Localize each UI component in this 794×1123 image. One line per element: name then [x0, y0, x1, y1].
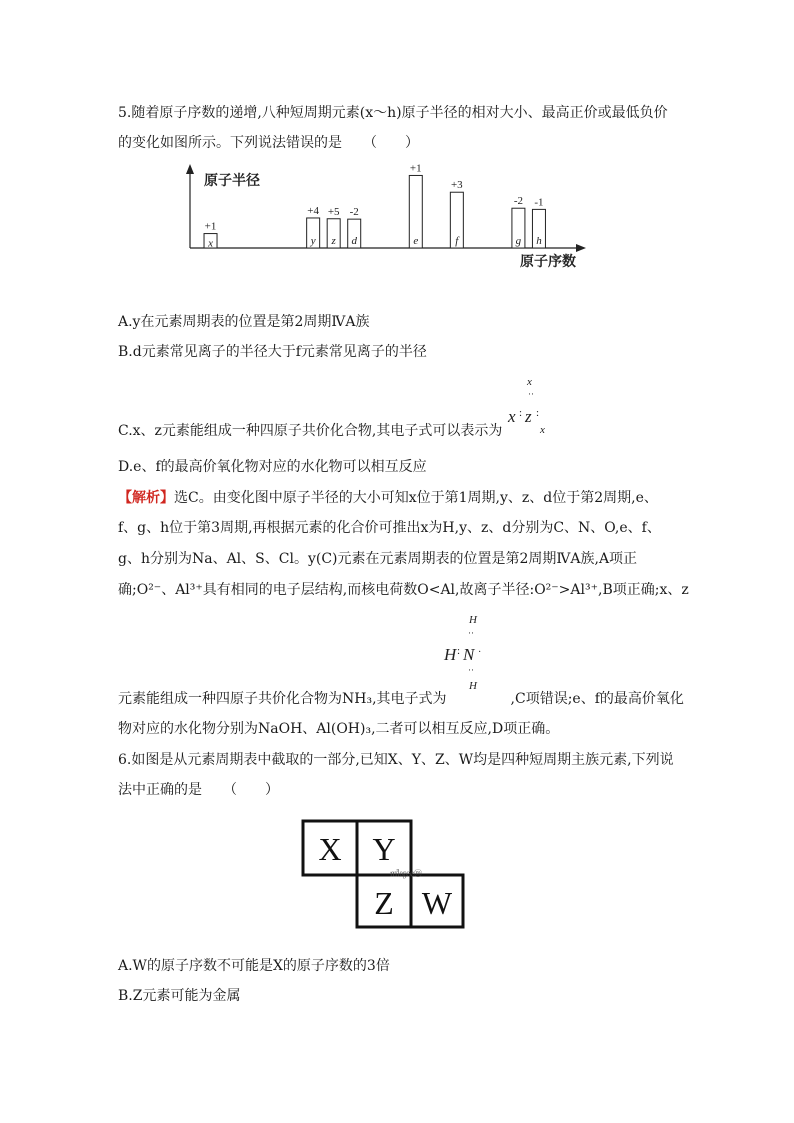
- q5-option-c: C.x、z元素能组成一种四原子共价化合物,其电子式可以表示为: [118, 423, 503, 439]
- bar-label-d: d: [351, 235, 357, 247]
- analysis-line1: [118, 489, 658, 507]
- valence-label-f: +3: [450, 179, 463, 192]
- formula-xz-top: x: [527, 376, 532, 388]
- cell-x-label: X: [318, 831, 342, 867]
- formula-xz-colon2: :: [536, 407, 540, 419]
- q5-stem-line1: 5.随着原子序数的递增,八种短周期元素(x～h)原子半径的相对大小、最高正价或最低负价: [118, 105, 668, 121]
- q6-option-a: A.W的原子序数不可能是X的原子序数的3倍: [118, 958, 390, 974]
- valence-label-d: -2: [349, 206, 359, 219]
- watermark: ㎡㏒㏄ⓜ: [390, 869, 422, 878]
- q6-option-b: B.Z元素可能为金属: [118, 988, 241, 1004]
- formula-nh3-dot-right: ·: [478, 647, 482, 658]
- formula-xz-left: x: [508, 407, 516, 426]
- analysis-line3: g、h分别为Na、Al、S、Cl。y(C)元素在元素周期表的位置是第2周期ⅣA族,A项正: [118, 551, 638, 567]
- bar-label-z: z: [331, 235, 336, 247]
- q5-option-d: D.e、f的最高价氧化物对应的水化物可以相互反应: [118, 459, 427, 475]
- analysis-text5a: 元素能组成一种四原子共价化合物为NH₃,其电子式为: [118, 691, 447, 707]
- formula-nh3-colon: :: [457, 645, 461, 657]
- formula-xz-center: z: [525, 407, 532, 426]
- bar-label-g: g: [515, 235, 522, 247]
- y-axis-label: 原子半径: [204, 173, 260, 189]
- cell-w-label: W: [421, 885, 453, 921]
- analysis-line6: 物对应的水化物分别为NaOH、Al(OH)₃,二者可以相互反应,D项正确。: [118, 721, 560, 737]
- q5-stem-line2: 的变化如图所示。下列说法错误的是 （ ）: [118, 135, 419, 151]
- q5-option-b: B.d元素常见离子的半径大于f元素常见离子的半径: [118, 344, 427, 360]
- bar-label-y: y: [310, 235, 316, 247]
- formula-nh3-dots-bottom: ··: [468, 665, 474, 675]
- analysis-line5: [118, 690, 684, 708]
- cell-z-label: Z: [374, 885, 394, 921]
- x-axis-arrow: [576, 244, 586, 252]
- formula-nh3-center: N: [463, 645, 475, 664]
- formula-nh3-dots-top: ··: [468, 628, 474, 638]
- bar-label-f: f: [455, 235, 459, 247]
- formula-nh3-bottom: H: [469, 680, 477, 692]
- x-axis-label: 原子序数: [520, 254, 576, 270]
- periodic-table-fragment: [300, 818, 466, 930]
- formula-xz-colon1: :: [519, 407, 523, 419]
- radius-valence-chart: [180, 160, 600, 270]
- valence-label-h: -1: [534, 196, 544, 209]
- q5-option-a: A.y在元素周期表的位置是第2周期ⅣA族: [118, 314, 370, 330]
- analysis-tag: 【解析】: [118, 490, 174, 506]
- analysis-line2: f、g、h位于第3周期,再根据元素的化合价可推出x为H,y、z、d分别为C、N、O,e、f、: [118, 520, 661, 536]
- cell-y-label: Y: [372, 831, 396, 867]
- analysis-text5b: ,C项错误;e、f的最高价氧化: [510, 691, 684, 707]
- analysis-text1: 选C。由变化图中原子半径的大小可知x位于第1周期,y、z、d位于第2周期,e、: [174, 490, 658, 506]
- q6-stem-line2: 法中正确的是 （ ）: [118, 782, 279, 798]
- formula-nh3-top: H: [469, 614, 477, 626]
- analysis-line4: 确;O²⁻、Al³⁺具有相同的电子层结构,而核电荷数O<Al,故离子半径:O²⁻>Al³⁺,B项正确;x、z: [118, 582, 689, 598]
- valence-label-x: +1: [204, 220, 217, 233]
- formula-nh3-left: H: [444, 645, 457, 664]
- valence-label-e: +1: [409, 162, 422, 175]
- formula-xz-right: x: [540, 424, 545, 436]
- bar-label-x: x: [208, 237, 213, 250]
- valence-label-z: +5: [327, 205, 340, 218]
- formula-xz-dots-top: ··: [528, 389, 534, 399]
- valence-label-g: -2: [513, 195, 524, 208]
- y-axis-arrow: [186, 164, 194, 174]
- bar-label-e: e: [413, 235, 419, 247]
- q6-stem-line1: 6.如图是从元素周期表中截取的一部分,已知X、Y、Z、W均是四种短周期主族元素,下列说: [118, 752, 674, 768]
- bar-label-h: h: [536, 235, 542, 247]
- valence-label-y: +4: [307, 204, 320, 217]
